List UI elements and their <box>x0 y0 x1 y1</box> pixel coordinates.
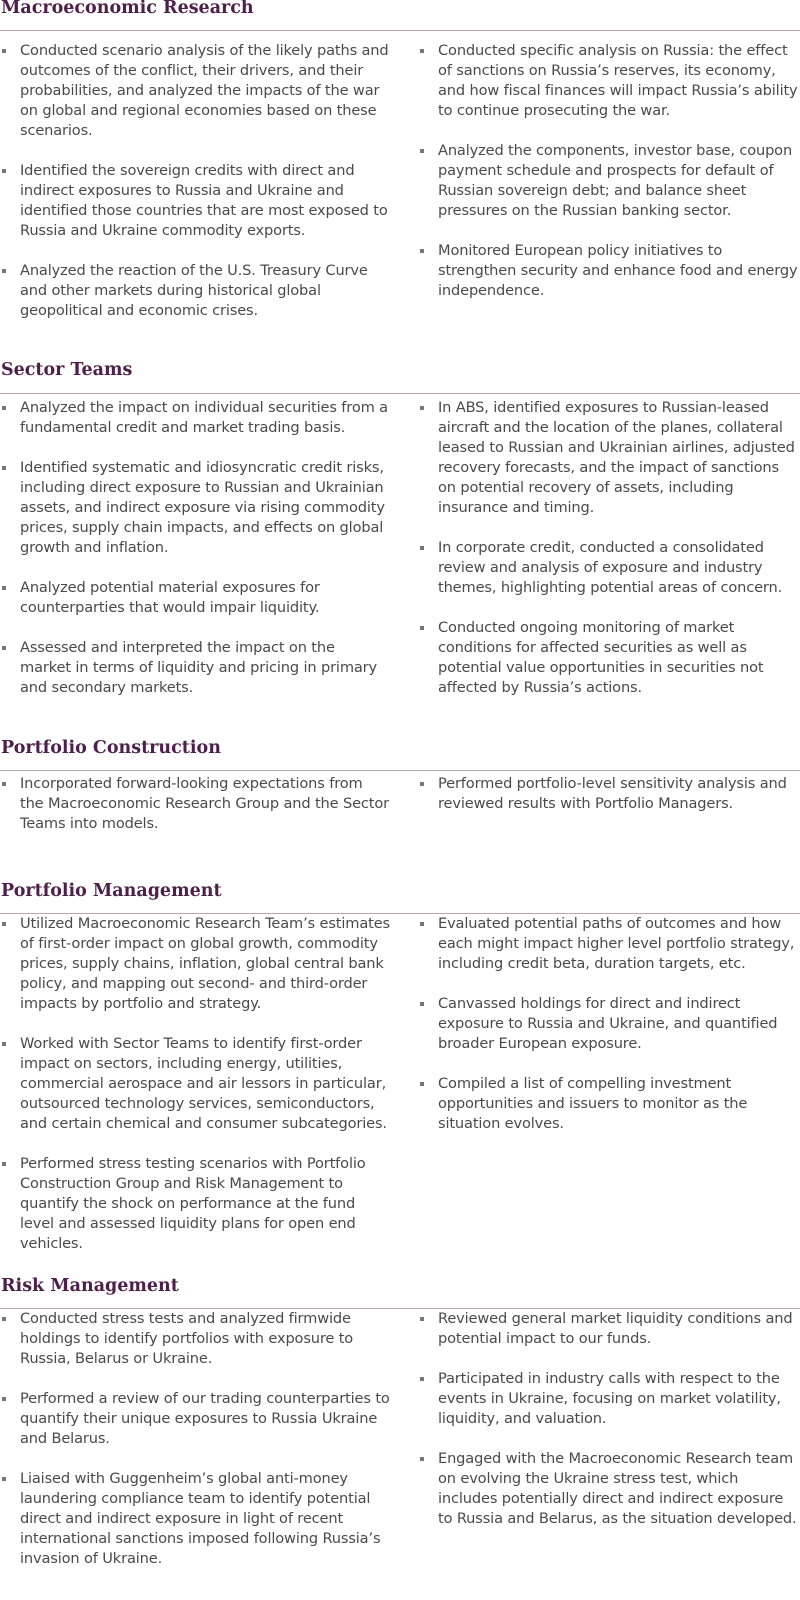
list-item: Incorporated forward-looking expectations from the Macroeconomic Research Group and the Sector Teams into models. <box>0 774 390 834</box>
list-item: In ABS, identified exposures to Russian-leased aircraft and the location of the planes, collateral leased to Russian and Ukrainian airlines, adjusted recovery forecasts, and the impact of sanctions on potential recovery of assets, including insurance and timing. <box>418 398 800 518</box>
list-item: Performed a review of our trading counterparties to quantify their unique exposures to Russia Ukraine and Belarus. <box>0 1389 390 1449</box>
list-item: Reviewed general market liquidity conditions and potential impact to our funds. <box>418 1309 800 1349</box>
list-item: Conducted stress tests and analyzed firmwide holdings to identify portfolios with exposure to Russia, Belarus or Ukraine. <box>0 1309 390 1369</box>
section-title: Portfolio Construction <box>1 738 221 758</box>
list-item: In corporate credit, conducted a consolidated review and analysis of exposure and industry themes, highlighting potential areas of concern. <box>418 538 800 598</box>
list-item: Analyzed the impact on individual securities from a fundamental credit and market trading basis. <box>0 398 390 438</box>
list-item: Performed stress testing scenarios with Portfolio Construction Group and Risk Management to quantify the shock on performance at the fund level and assessed liquidity plans for open end vehicles. <box>0 1154 390 1254</box>
list-item: Canvassed holdings for direct and indirect exposure to Russia and Ukraine, and quantified broader European exposure. <box>418 994 800 1054</box>
list-item: Identified systematic and idiosyncratic credit risks, including direct exposure to Russian and Ukrainian assets, and indirect exposure via rising commodity prices, supply chain impacts, and effects on global growth and inflation. <box>0 458 390 558</box>
section-title: Macroeconomic Research <box>1 0 254 18</box>
list-item: Evaluated potential paths of outcomes and how each might impact higher level portfolio strategy, including credit beta, duration targets, etc. <box>418 914 800 974</box>
list-item: Conducted ongoing monitoring of market conditions for affected securities as well as potential value opportunities in securities not affected by Russia’s actions. <box>418 618 800 698</box>
list-item: Analyzed the reaction of the U.S. Treasury Curve and other markets during historical global geopolitical and economic crises. <box>0 261 390 321</box>
section-divider <box>0 393 800 394</box>
section-title: Portfolio Management <box>1 881 222 901</box>
list-item: Engaged with the Macroeconomic Research team on evolving the Ukraine stress test, which includes potentially direct and indirect exposure to Russia and Belarus, as the situation developed. <box>418 1449 800 1529</box>
list-item: Conducted specific analysis on Russia: the effect of sanctions on Russia’s reserves, its economy, and how fiscal finances will impact Russia’s ability to continue prosecuting the war. <box>418 41 800 121</box>
list-item: Conducted scenario analysis of the likely paths and outcomes of the conflict, their drivers, and their probabilities, and analyzed the impacts of the war on global and regional economies based on these scenarios. <box>0 41 390 141</box>
list-item: Analyzed the components, investor base, coupon payment schedule and prospects for default of Russian sovereign debt; and balance sheet pressures on the Russian banking sector. <box>418 141 800 221</box>
bullet-list-left <box>0 914 390 1274</box>
bullet-list-right <box>418 1309 800 1549</box>
section-divider <box>0 30 800 31</box>
list-item: Worked with Sector Teams to identify first-order impact on sectors, including energy, utilities, commercial aerospace and air lessors in particular, outsourced technology services, semiconductors, and certain chemical and consumer subcategories. <box>0 1034 390 1134</box>
bullet-list-left <box>0 774 390 854</box>
bullet-list-left <box>0 1309 390 1589</box>
section-title: Sector Teams <box>1 360 133 380</box>
bullet-list-left <box>0 398 390 718</box>
list-item: Utilized Macroeconomic Research Team’s estimates of first-order impact on global growth, commodity prices, supply chains, inflation, global central bank policy, and mapping out second- and third-order impacts by portfolio and strategy. <box>0 914 390 1014</box>
list-item: Participated in industry calls with respect to the events in Ukraine, focusing on market volatility, liquidity, and valuation. <box>418 1369 800 1429</box>
list-item: Performed portfolio-level sensitivity analysis and reviewed results with Portfolio Managers. <box>418 774 800 814</box>
list-item: Assessed and interpreted the impact on the market in terms of liquidity and pricing in primary and secondary markets. <box>0 638 390 698</box>
list-item: Identified the sovereign credits with direct and indirect exposures to Russia and Ukraine and identified those countries that are most exposed to Russia and Ukraine commodity exports. <box>0 161 390 241</box>
list-item: Monitored European policy initiatives to strengthen security and enhance food and energy independence. <box>418 241 800 301</box>
bullet-list-right <box>418 41 800 321</box>
bullet-list-left <box>0 41 390 341</box>
section-divider <box>0 770 800 771</box>
bullet-list-right <box>418 914 800 1154</box>
list-item: Liaised with Guggenheim’s global anti-money laundering compliance team to identify potential direct and indirect exposure in light of recent international sanctions imposed following Russia’s invasion of Ukraine. <box>0 1469 390 1569</box>
list-item: Analyzed potential material exposures for counterparties that would impair liquidity. <box>0 578 390 618</box>
bullet-list-right <box>418 398 800 718</box>
list-item: Compiled a list of compelling investment opportunities and issuers to monitor as the situation evolves. <box>418 1074 800 1134</box>
bullet-list-right <box>418 774 800 834</box>
section-title: Risk Management <box>1 1276 179 1296</box>
